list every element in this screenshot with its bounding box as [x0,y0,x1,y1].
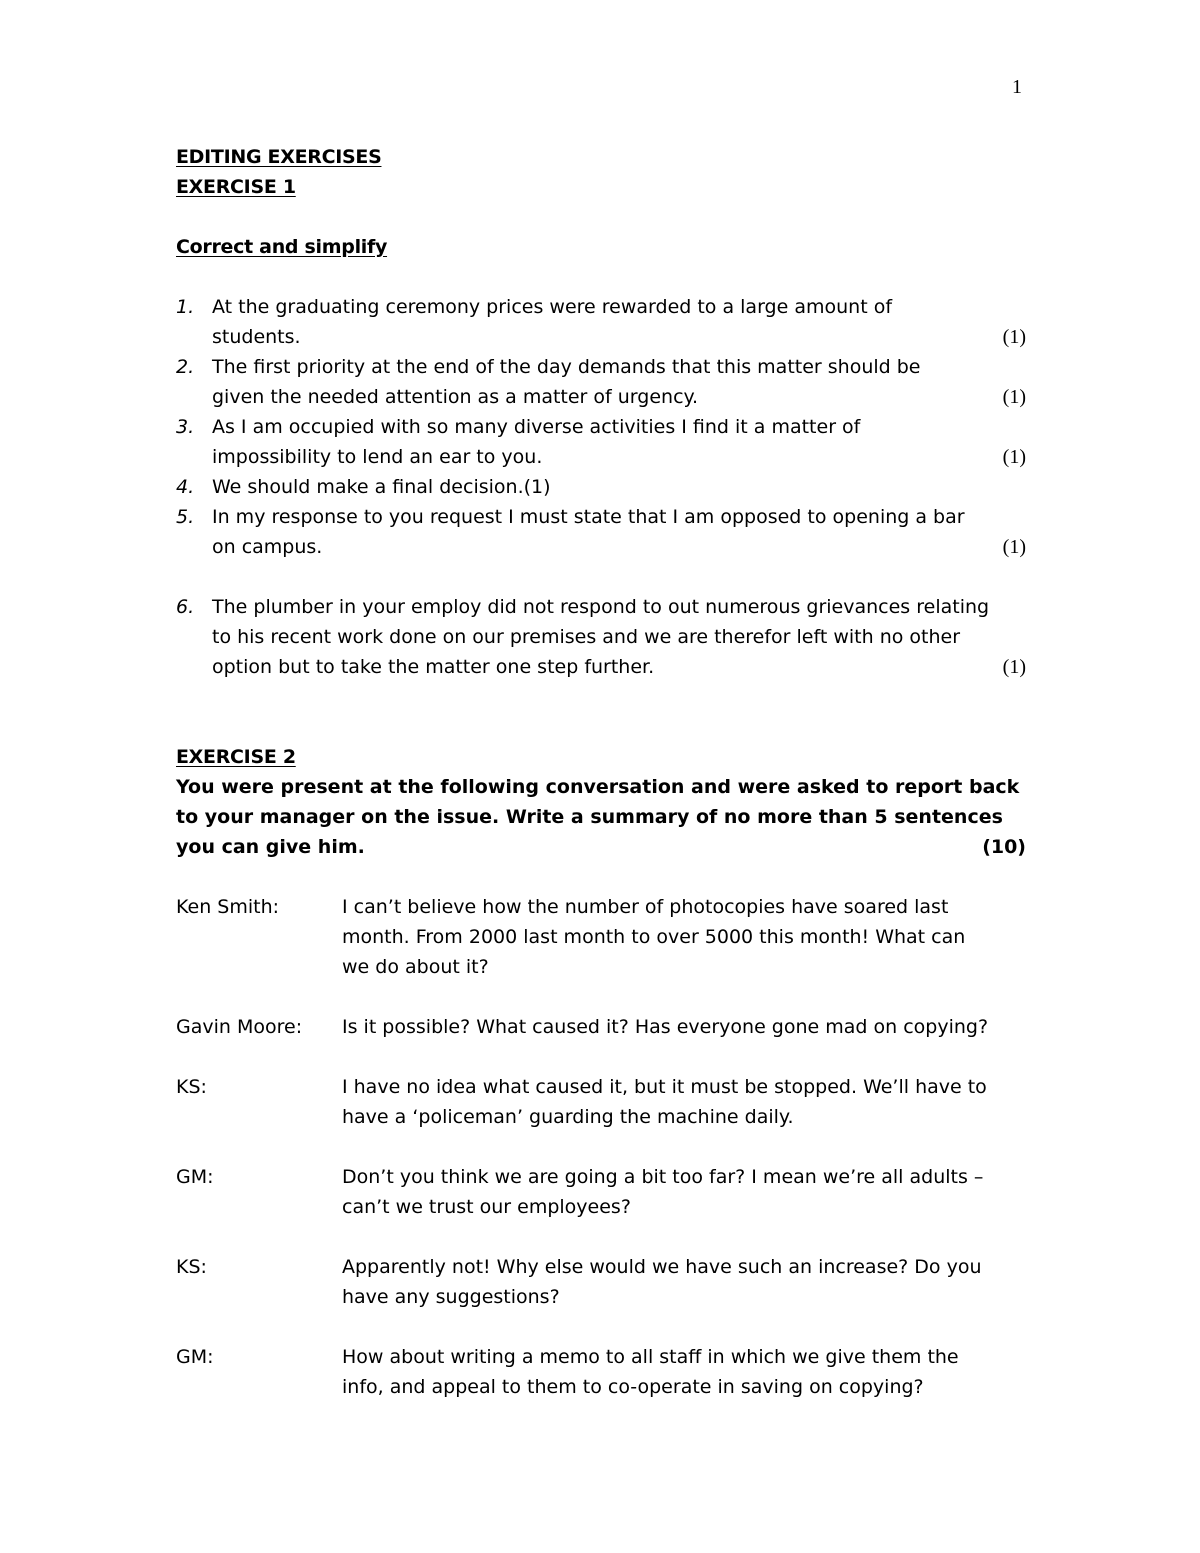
item-number: 3. [176,416,195,438]
speaker-name: KS: [176,1076,207,1098]
speech-line: Apparently not! Why else would we have such an increase? Do you [342,1256,982,1278]
item-text-line: impossibility to lend an ear to you. [212,446,543,468]
page-number: 1 [1012,76,1022,98]
document-title: EDITING EXERCISES [176,146,382,168]
exercise-item [176,502,1026,562]
item-text-line: The first priority at the end of the day demands that this matter should be [212,356,921,378]
item-text-line: In my response to you request I must state that I am opposed to opening a bar [212,506,965,528]
speech-line: month. From 2000 last month to over 5000 this month! What can [342,926,966,948]
document-body [176,142,1026,1402]
exercise-1-instruction: Correct and simplify [176,236,388,258]
item-text-line: option but to take the matter one step further. [212,656,655,678]
dialogue-entry [176,1072,1026,1132]
speech-line: we do about it? [342,956,489,978]
item-number: 4. [176,476,195,498]
dialogue-entry [176,1252,1026,1312]
speaker-name: KS: [176,1256,207,1278]
speech-line: I can’t believe how the number of photocopies have soared last [342,896,949,918]
speaker-name: GM: [176,1166,214,1188]
speech-line: Is it possible? What caused it? Has everyone gone mad on copying? [342,1016,989,1038]
item-number: 5. [176,506,195,528]
speech-line: I have no idea what caused it, but it must be stopped. We’ll have to [342,1076,987,1098]
item-number: 6. [176,596,195,618]
speech-line: have any suggestions? [342,1286,560,1308]
item-text-line: to his recent work done on our premises and we are therefor left with no other [212,626,961,648]
mark-allocation: (1) [1002,386,1026,408]
mark-allocation: (1) [1002,326,1026,348]
exercise-2-instruction-line: to your manager on the issue. Write a summary of no more than 5 sentences [176,806,1003,828]
exercise-item [176,472,1026,502]
mark-allocation: (1) [1002,536,1026,558]
mark-allocation: (1) [1002,656,1026,678]
item-text-line: on campus. [212,536,323,558]
item-text-line: We should make a final decision.(1) [212,476,551,498]
speech-line: info, and appeal to them to co-operate in saving on copying? [342,1376,924,1398]
exercise-2-instruction-line: you can give him. [176,836,365,858]
dialogue-entry [176,892,1026,982]
item-text-line: The plumber in your employ did not respond to out numerous grievances relating [212,596,990,618]
speaker-name: Ken Smith: [176,896,280,918]
speech-line: How about writing a memo to all staff in which we give them the [342,1346,959,1368]
item-text-line: students. [212,326,301,348]
speech-line: can’t we trust our employees? [342,1196,631,1218]
item-text-line: At the graduating ceremony prices were rewarded to a large amount of [212,296,893,318]
item-number: 2. [176,356,195,378]
exercise-item [176,352,1026,412]
speech-line: Don’t you think we are going a bit too far? I mean we’re all adults – [342,1166,984,1188]
exercise-1-heading: EXERCISE 1 [176,176,296,198]
mark-allocation: (1) [1002,446,1026,468]
speaker-name: Gavin Moore: [176,1016,303,1038]
item-number: 1. [176,296,195,318]
item-text-line: As I am occupied with so many diverse activities I find it a matter of [212,416,861,438]
exercise-item [176,292,1026,352]
exercise-item [176,412,1026,472]
dialogue-entry [176,1342,1026,1402]
item-text-line: given the needed attention as a matter of urgency. [212,386,699,408]
mark-allocation: (10) [982,836,1026,858]
exercise-2-instruction-line: You were present at the following conversation and were asked to report back [176,776,1020,798]
speaker-name: GM: [176,1346,214,1368]
exercise-item [176,592,1026,682]
speech-line: have a ‘policeman’ guarding the machine daily. [342,1106,794,1128]
dialogue-entry [176,1162,1026,1222]
dialogue-entry [176,1012,1026,1042]
exercise-2-heading: EXERCISE 2 [176,746,296,768]
